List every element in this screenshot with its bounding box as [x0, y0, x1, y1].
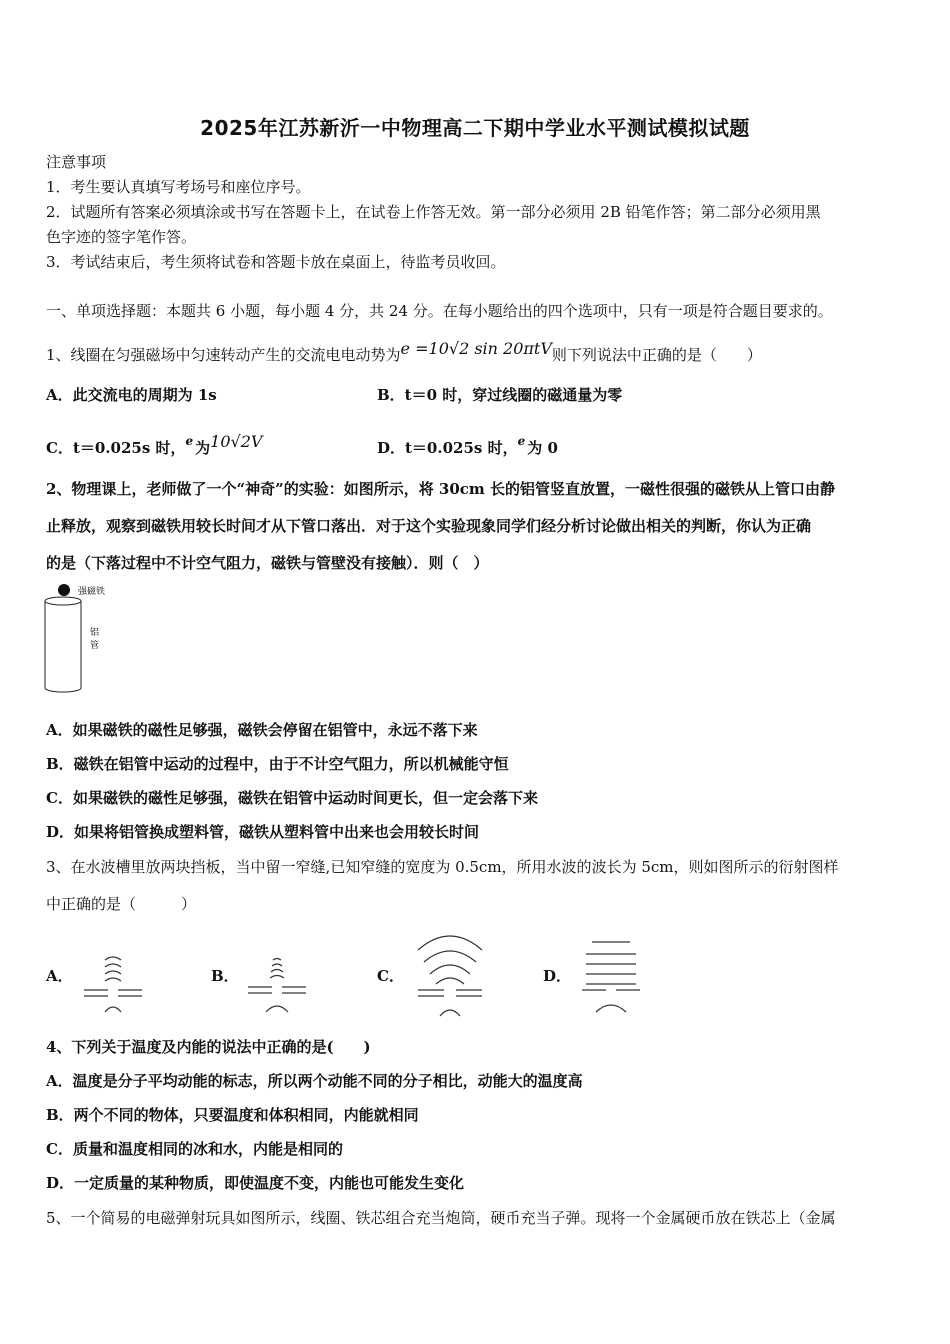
q1-formula: e =10√2 sin 20πtV [400, 339, 552, 358]
q3-label-b: B． [211, 967, 239, 985]
notice-item: 色字迹的签字笔作答。 [46, 228, 197, 246]
diffraction-figure-b [246, 950, 310, 1020]
q1-stem-before: 1、线圈在匀强磁场中匀速转动产生的交流电电动势为 [46, 346, 401, 364]
q3-label-d: D． [543, 967, 572, 985]
q3-label-c: C． [377, 967, 404, 985]
question-4-stem: 4、下列关于温度及内能的说法中正确的是( ) [46, 1038, 371, 1056]
q4-option-a: A．温度是分子平均动能的标志，所以两个动能不同的分子相比，动能大的温度高 [46, 1072, 583, 1090]
notice-item: 1．考生要认真填写考场号和座位序号。 [46, 178, 311, 196]
q2-option-c: C．如果磁铁的磁性足够强，磁铁在铝管中运动时间更长，但一定会落下来 [46, 789, 538, 807]
question-3-line: 中正确的是（ ） [46, 895, 197, 913]
question-3-line: 3、在水波槽里放两块挡板，当中留一窄缝,已知窄缝的宽度为 0.5cm，所用水波的波长为 5cm，则如图所示的衍射图样 [46, 858, 839, 876]
notice-heading: 注意事项 [46, 153, 107, 171]
q1-option-d [377, 430, 558, 459]
diffraction-figure-a [82, 950, 146, 1020]
q1-option-b: B．t＝0 时，穿过线圈的磁通量为零 [377, 386, 623, 404]
q4-option-c: C．质量和温度相同的冰和水，内能是相同的 [46, 1140, 343, 1158]
q1-option-c [46, 430, 262, 459]
question-2-line: 2、物理课上，老师做了一个“神奇”的实验：如图所示，将 30cm 长的铝管竖直放置，一磁性很强的磁铁从上管口由静 [46, 480, 836, 498]
q1-option-c-e: e [185, 434, 194, 448]
tube-top [45, 597, 81, 605]
q1-option-c-mid: 为 [195, 439, 211, 457]
q4-option-b: B．两个不同的物体，只要温度和体积相同，内能就相同 [46, 1106, 419, 1124]
q4-option-d: D．一定质量的某种物质，即使温度不变，内能也可能发生变化 [46, 1174, 465, 1192]
tube-label-2: 管 [90, 641, 100, 651]
q3-label-a: A． [46, 967, 73, 985]
diffraction-figure-c [414, 928, 486, 1022]
q1-option-c-value: 10√2V [210, 432, 263, 451]
q2-option-a: A．如果磁铁的磁性足够强，磁铁会停留在铝管中，永远不落下来 [46, 721, 478, 739]
question-2-line: 的是（下落过程中不计空气阻力，磁铁与管壁没有接触）．则（ ） [46, 554, 489, 572]
q1-option-d-e: e [517, 434, 526, 448]
q2-option-d: D．如果将铝管换成塑料管，磁铁从塑料管中出来也会用较长时间 [46, 823, 480, 841]
notice-item: 3．考试结束后，考生须将试卷和答题卡放在桌面上，待监考员收回。 [46, 253, 506, 271]
q2-option-b: B．磁铁在铝管中运动的过程中，由于不计空气阻力，所以机械能守恒 [46, 755, 509, 773]
question-2-line: 止释放，观察到磁铁用较长时间才从下管口落出．对于这个实验现象同学们经分析讨论做出相关的判断，你认为正确 [46, 517, 812, 535]
magnet-icon [58, 584, 70, 596]
tube-label-1: 铝 [90, 628, 100, 638]
question-1-stem [46, 338, 906, 366]
diffraction-figure-d [580, 932, 644, 1022]
q1-option-d-after: 为 0 [527, 439, 558, 457]
tube-bottom [45, 688, 81, 692]
question-5-stem: 5、一个简易的电磁弹射玩具如图所示，线圈、铁芯组合充当炮筒，硬币充当子弹。现将一个金属硬币放在铁芯上（金属 [46, 1209, 836, 1227]
q1-option-c-text: C．t＝0.025s 时， [46, 439, 186, 457]
exam-title: 2025年江苏新沂一中物理高二下期中学业水平测试模拟试题 [200, 116, 750, 140]
q1-option-d-text: D．t＝0.025s 时， [377, 439, 518, 457]
notice-item: 2．试题所有答案必须填涂或书写在答题卡上，在试卷上作答无效。第一部分必须用 2B 铅笔作答；第二部分必须用黑 [46, 203, 821, 221]
q1-option-a: A．此交流电的周期为 1s [46, 386, 217, 404]
section-heading: 一、单项选择题：本题共 6 小题，每小题 4 分，共 24 分。在每小题给出的四个选项中，只有一项是符合题目要求的。 [46, 302, 833, 320]
magnet-label: 强磁铁 [78, 587, 106, 597]
q1-stem-after: 则下列说法中正确的是（ ） [551, 346, 762, 364]
aluminum-tube-figure [40, 580, 120, 700]
